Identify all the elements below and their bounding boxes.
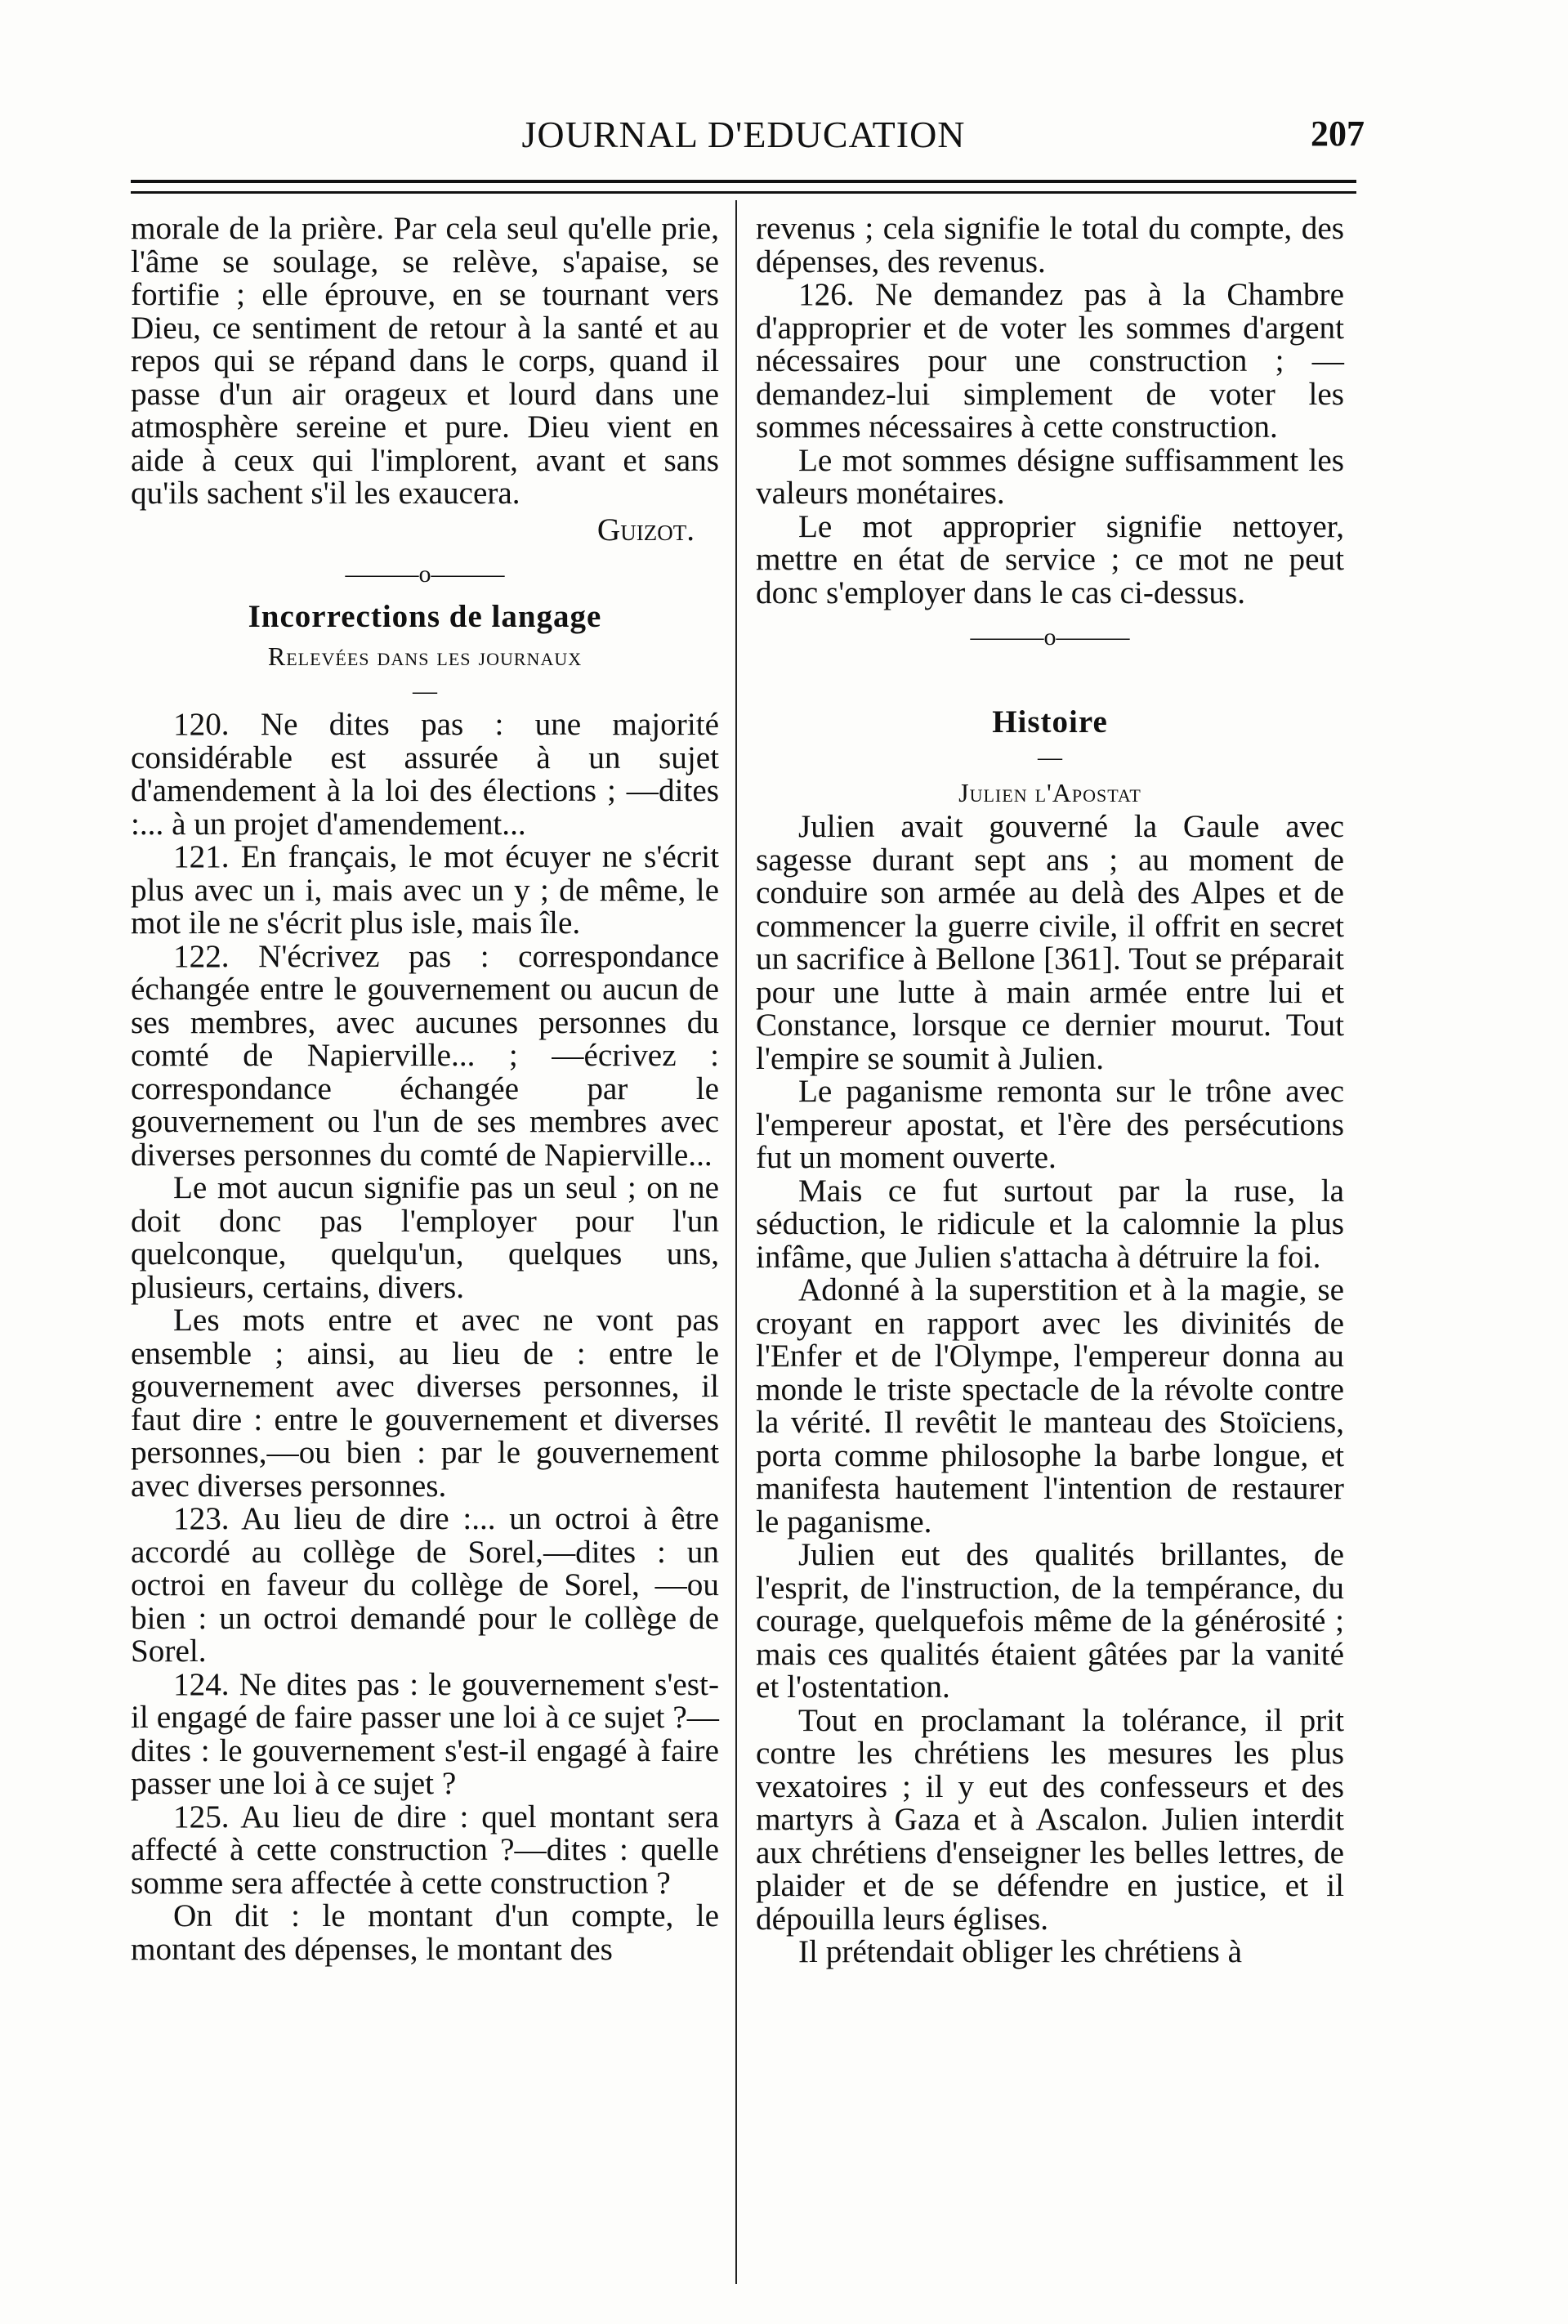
history-paragraph: Adonné à la superstition et à la magie, se croyant en rapport avec les divinités de l'Enfer et de l'Olympe, l'empereur donna au monde le triste spectacle de la révolte contre la vérité. Il revêtit le manteau des Stoïciens, porta comme philosophe la barbe longue, et manifesta hautement l'intention de restaurer le paganisme.	[756, 1272, 1344, 1540]
paragraph-120: 120. Ne dites pas : une majorité considérable est assurée à un sujet d'amendement à la loi des élections ; —dites :... à un projet d'amendement...	[131, 707, 719, 842]
paragraph-122-note: Le mot aucun signifie pas un seul ; on ne doit donc pas l'employer pour l'un quelconque, quelqu'un, quelques uns, plusieurs, certains, divers.	[131, 1170, 719, 1305]
history-paragraph: Le paganisme remonta sur le trône avec l'empereur apostat, et l'ère des persécutions fut un moment ouverte.	[756, 1074, 1344, 1175]
history-paragraph: Julien eut des qualités brillantes, de l'esprit, de l'instruction, de la tempérance, du courage, quelquefois même de la générosité ; mais ces qualités étaient gâtées par la vanité et l'ostentation.	[756, 1537, 1344, 1705]
paragraph-125: 125. Au lieu de dire : quel montant sera affecté à cette construction ?—dites : quelle somme sera affectée à cette construction ?	[131, 1799, 719, 1901]
section-separator: ———o———	[345, 561, 505, 588]
paragraph: revenus ; cela signifie le total du compte, des dépenses, des revenus.	[756, 211, 1344, 279]
title-dash: —	[1038, 744, 1062, 771]
paragraph-121: 121. En français, le mot écuyer ne s'écrit plus avec un i, mais avec un y ; de même, le mot ile ne s'écrit plus isle, mais île.	[131, 839, 719, 941]
left-column	[131, 212, 719, 1966]
header-rule-bottom	[131, 191, 1356, 194]
section-separator: ———o———	[970, 623, 1130, 650]
history-paragraph: Julien avait gouverné la Gaule avec sagesse durant sept ans ; au moment de conduire son armée au delà des Alpes et de commencer la guerre civile, il offrit en secret un sacrifice à Bellone [361]. Tout se préparait pour une lutte à main armée entre lui et Constance, lorsque ce dernier mourut. Tout l'empire se soumit à Julien.	[756, 809, 1344, 1076]
paragraph: morale de la prière. Par cela seul qu'elle prie, l'âme se soulage, se relève, s'apaise, se fortifie ; elle éprouve, en se tournant vers Dieu, ce sentiment de retour à la santé et au repos qui se répand dans le corps, quand il passe d'un air orageux et lourd dans une atmosphère sereine et pure. Dieu vient en aide à ceux qui l'implorent, avant et sans qu'ils sachent s'il les exaucera.	[131, 211, 719, 511]
history-paragraph: Tout en proclamant la tolérance, il prit contre les chrétiens les mesures les plus vexatoires ; il y eut des confesseurs et des martyrs à Gaza et à Ascalon. Julien interdit aux chrétiens d'enseigner les belles lettres, de plaider et de se défendre en justice, et il dépouilla leurs églises.	[756, 1702, 1344, 1937]
paragraph-125-note: On dit : le montant d'un compte, le montant des dépenses, le montant des	[131, 1898, 719, 1967]
journal-title: JOURNAL D'EDUCATION	[521, 114, 966, 155]
header-rule-top	[131, 180, 1356, 183]
title-dash: —	[413, 677, 437, 704]
section-subtitle: Relevées dans les journaux	[267, 641, 583, 671]
history-paragraph: Il prétendait obliger les chrétiens à	[798, 1934, 1242, 1969]
running-header	[131, 113, 1365, 162]
section-subtitle: Julien l'Apostat	[958, 778, 1141, 807]
history-paragraph: Mais ce fut surtout par la ruse, la séduction, le ridicule et la calomnie la plus infâme, que Julien s'attacha à détruire la foi.	[756, 1173, 1344, 1275]
paragraph-123: 123. Au lieu de dire :... un octroi à être accordé au collège de Sorel,—dites : un octroi en faveur du collège de Sorel, —ou bien : un octroi demandé pour le collège de Sorel.	[131, 1501, 719, 1669]
section-title: Histoire	[992, 704, 1108, 740]
paragraph-126-note: Le mot sommes désigne suffisamment les valeurs monétaires.	[756, 442, 1344, 511]
right-column	[756, 212, 1344, 1969]
page-number: 207	[1311, 114, 1365, 154]
paragraph-122: 122. N'écrivez pas : correspondance échangée entre le gouvernement ou aucun de ses membres, avec aucunes personnes du comté de Napierville... ; —écrivez : correspondance échangée par le gouvernement ou l'un de ses membres avec diverses personnes du comté de Napierville...	[131, 938, 719, 1173]
paragraph-124: 124. Ne dites pas : le gouvernement s'est-il engagé de faire passer une loi à ce sujet ?—dites : le gouvernement s'est-il engagé à faire passer une loi à ce sujet ?	[131, 1666, 719, 1801]
paragraph-126-note: Le mot approprier signifie nettoyer, mettre en état de service ; ce mot ne peut donc s'employer dans le cas ci-dessus.	[756, 508, 1344, 610]
author-signature: Guizot.	[596, 512, 695, 547]
paragraph-126: 126. Ne demandez pas à la Chambre d'approprier et de voter les sommes d'argent nécessaires pour une construction ; —demandez-lui simplement de voter les sommes nécessaires à cette construction.	[756, 277, 1344, 445]
spacer	[756, 662, 1344, 699]
column-divider	[735, 200, 737, 2284]
paragraph-122-note: Les mots entre et avec ne vont pas ensemble ; ainsi, au lieu de : entre le gouvernement avec diverses personnes, il faut dire : entre le gouvernement et diverses personnes,—ou bien : par le gouvernement avec diverses personnes.	[131, 1303, 719, 1504]
section-title: Incorrections de langage	[248, 599, 602, 634]
